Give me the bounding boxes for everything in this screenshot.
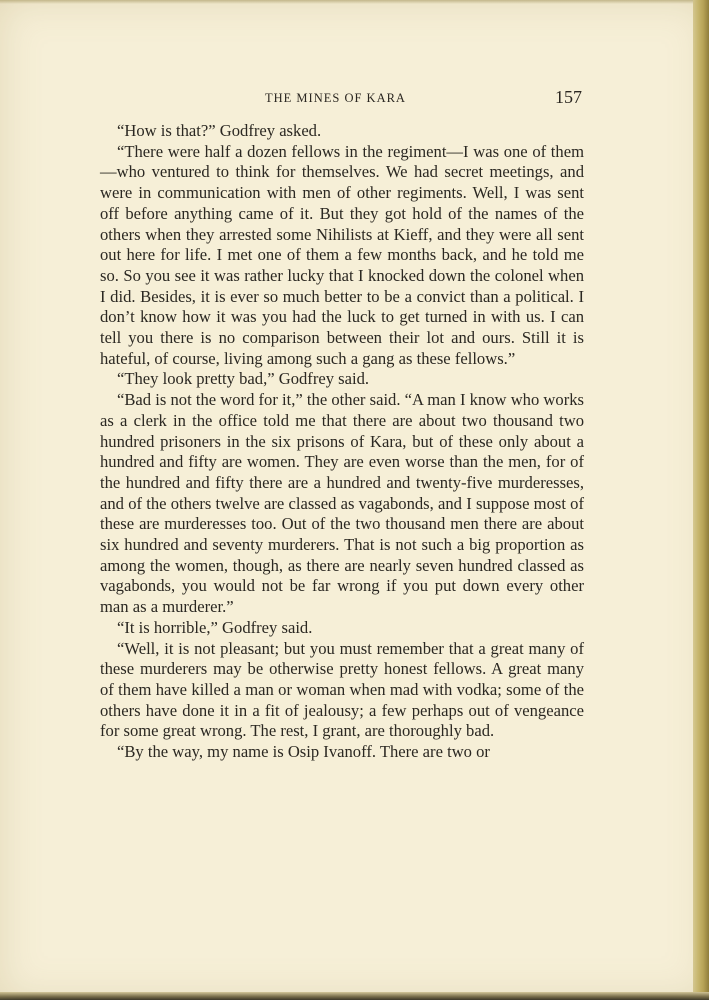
paragraph: “Well, it is not pleasant; but you must remember that a great many of these murderers may be otherwise pretty honest fellows. A great many of them have killed a man or woman when mad with vodka; some of the others have done it in a fit of jealousy; a few perhaps out of vengeance for some great wrong. The rest, I grant, are thoroughly bad.	[100, 638, 584, 741]
paragraph: “They look pretty bad,” Godfrey said.	[117, 369, 370, 389]
running-head: THE MINES OF KARA	[265, 91, 406, 105]
paragraph: “Bad is not the word for it,” the other said. “A man I know who works as a clerk in the office told me that there are about two thousand two hundred prisoners in the six prisons of Kara, but of these only about a hundred and fifty are women. They are even worse than the men, for of the hundred and fifty there are a hundred and twenty-five murderesses, and of the others twelve are classed as vagabonds, and I suppose most of these are murderesses too. Out of the two thousand men there are about six hundred and seventy murderers. That is not such a big proportion as among the women, though, as there are nearly seven hundred classed as vagabonds, you would not be far wrong if you put down every other man as a murderer.”	[100, 390, 584, 617]
paragraph: “There were half a dozen fellows in the regiment—I was one of them—who ventured to think for themselves. We had secret meetings, and were in communication with men of other regiments. Well, I was sent off before anything came of it. But they got hold of the names of the others when they arrested some Nihilists at Kieff, and they were all sent out here for life. I met one of them a few months back, and he told me so. So you see it was rather lucky that I knocked down the colonel when I did. Besides, it is ever so much better to be a convict than a political. I don’t know how it was you had the luck to get turned in with us. I can tell you there is no comparison between their lot and ours. Still it is hateful, of course, living among such a gang as these fellows.”	[100, 141, 584, 368]
paragraph: “How is that?” Godfrey asked.	[117, 121, 322, 140]
body-text	[100, 121, 584, 763]
page-number: 157	[555, 87, 582, 107]
page-bottom-edge	[0, 992, 709, 1000]
page-right-edge	[693, 0, 709, 1000]
page-top-edge	[0, 0, 709, 4]
paragraph: “By the way, my name is Osip Ivanoff. There are two or	[117, 742, 490, 762]
page-header	[100, 88, 584, 110]
paragraph: “It is horrible,” Godfrey said.	[117, 617, 313, 637]
